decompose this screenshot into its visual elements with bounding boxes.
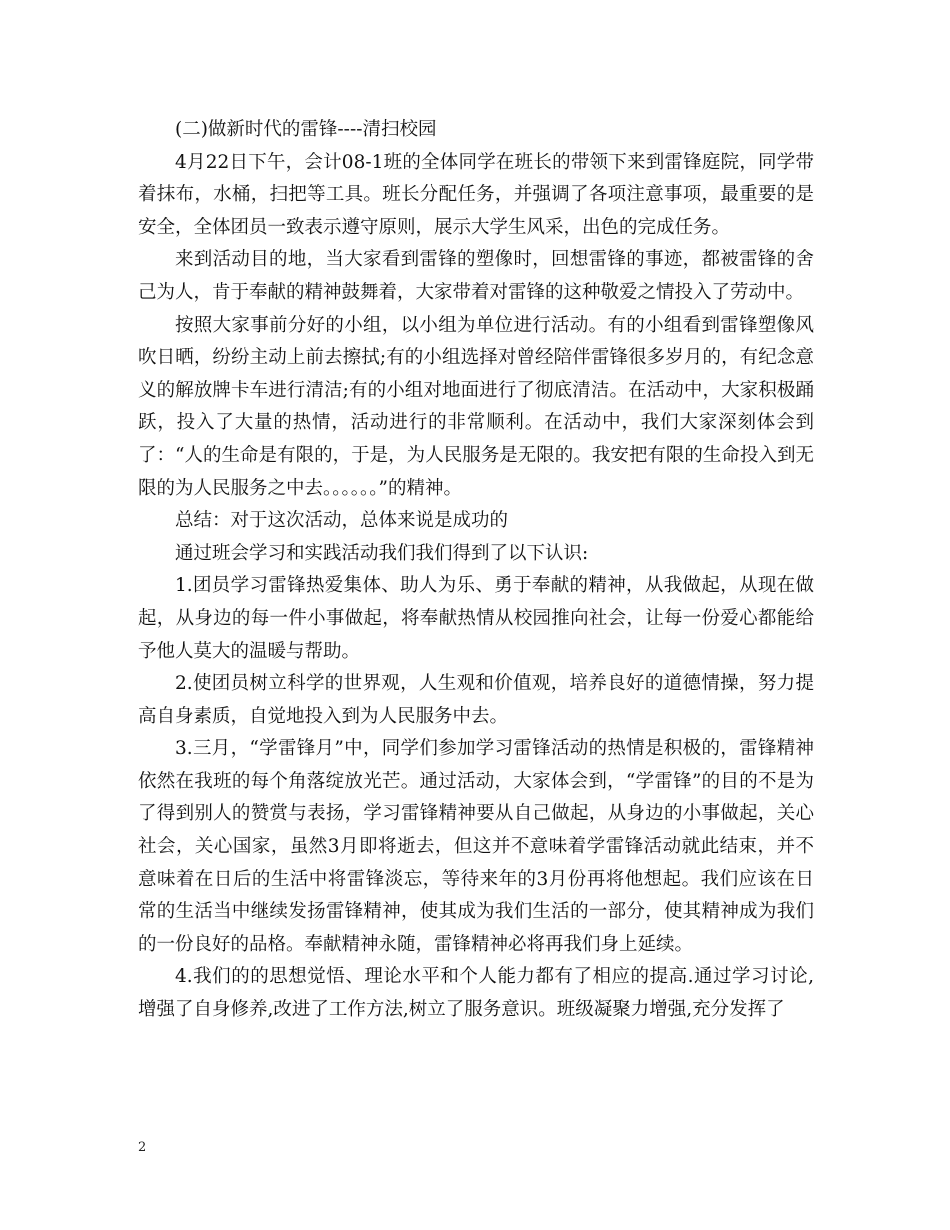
section-heading: (二)做新时代的雷锋----清扫校园 — [175, 119, 437, 140]
list-item-2: 2.使团员树立科学的世界观，人生观和价值观，培养良好的道德情操，努力提高自身素质，自觉地投入到为人民服务中去。 — [138, 673, 814, 727]
paragraph-groups: 按照大家事前分好的小组，以小组为单位进行活动。有的小组看到雷锋塑像风吹日晒，纷纷主动上前去擦拭;有的小组选择对曾经陪伴雷锋很多岁月的，有纪念意义的解放牌卡车进行清洁;有的小组对地面进行了彻底清洁。在活动中，大家积极踊跃，投入了大量的热情，活动进行的非常顺利。在活动中，我们大家深刻体会到了：“人的生命是有限的，于是，为人民服务是无限的。我安把有限的生命投入到无限的为人民服务之中去。。。。。。”的精神。 — [138, 314, 814, 499]
paragraph-activity-intro: 4月22日下午，会计08-1班的全体同学在班长的带领下来到雷锋庭院，同学带着抹布，水桶，扫把等工具。班长分配任务，并强调了各项注意事项，最重要的是安全，全体团员一致表示遵守原则，展示大学生风采，出色的完成任务。 — [138, 151, 814, 238]
list-item-3: 3.三月，“学雷锋月”中，同学们参加学习雷锋活动的热情是积极的，雷锋精神依然在我班的每个角落绽放光芒。通过活动，大家体会到，“学雷锋”的目的不是为了得到别人的赞赏与表扬，学习雷锋精神要从自己做起，从身边的小事做起，关心社会，关心国家，虽然3月即将逝去，但这并不意味着学雷锋活动就此结束，并不意味着在日后的生活中将雷锋淡忘，等待来年的3月份再将他想起。我们应该在日常的生活当中继续发扬雷锋精神，使其成为我们生活的一部分，使其精神成为我们的一份良好的品格。奉献精神永随，雷锋精神必将再我们身上延续。 — [138, 738, 814, 955]
document-body — [138, 114, 814, 1027]
page-number: 2 — [138, 1140, 147, 1155]
paragraph-conclusions-intro: 通过班会学习和实践活动我们我们得到了以下认识: — [175, 542, 589, 564]
paragraph-summary: 总结：对于这次活动，总体来说是成功的 — [175, 510, 509, 532]
list-item-4: 4.我们的的思想觉悟、理论水平和个人能力都有了相应的提高.通过学习讨论,增强了自身修养,改进了工作方法,树立了服务意识。班级凝聚力增强,充分发挥了 — [138, 966, 814, 1021]
list-item-1: 1.团员学习雷锋热爱集体、助人为乐、勇于奉献的精神，从我做起，从现在做起，从身边的每一件小事做起，将奉献热情从校园推向社会，让每一份爱心都能给予他人莫大的温暖与帮助。 — [138, 575, 814, 662]
paragraph-arrival: 来到活动目的地，当大家看到雷锋的塑像时，回想雷锋的事迹，都被雷锋的舍己为人，肯于奉献的精神鼓舞着，大家带着对雷锋的这种敬爱之情投入了劳动中。 — [138, 249, 814, 303]
